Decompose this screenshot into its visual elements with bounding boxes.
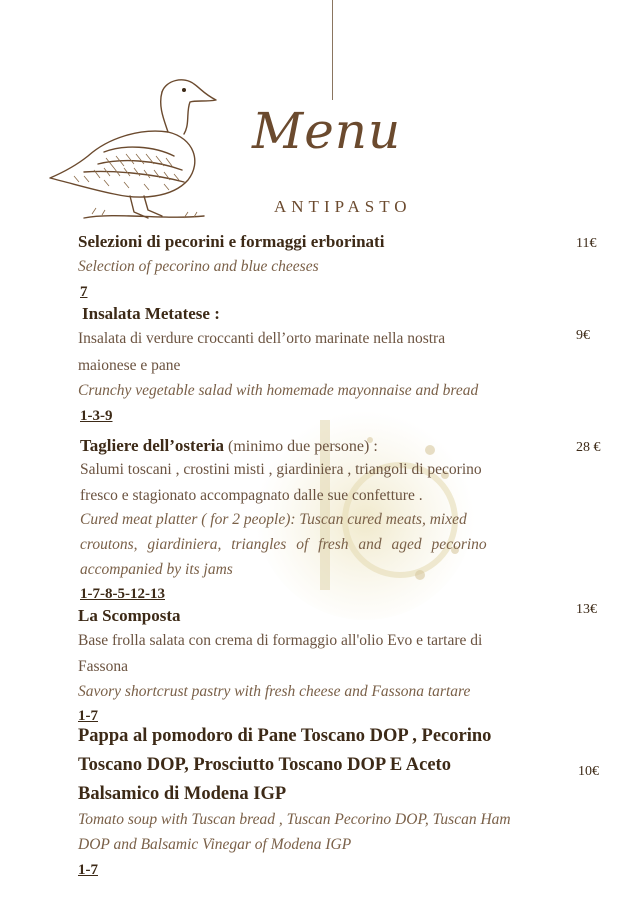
top-divider-line — [332, 0, 333, 100]
dish-price: 11€ — [576, 236, 597, 251]
dish-description: Fassona — [78, 658, 128, 675]
dish-name: La Scomposta — [78, 606, 181, 625]
dish-description: Insalata di verdure croccanti dell’orto marinate nella nostra — [78, 330, 446, 347]
dish-allergens: 1-7 — [78, 862, 98, 878]
dish-english: Crunchy vegetable salad with homemade mayonnaise and bread — [78, 382, 479, 399]
dish-name-line — [80, 436, 378, 456]
duck-illustration — [44, 72, 220, 224]
dish-english: croutons, giardiniera, triangles of fresh and aged pecorino — [80, 536, 487, 553]
dish-name-note: (minimo due persone) : — [224, 438, 378, 455]
menu-title: Menu — [252, 102, 402, 160]
dish-price: 10€ — [578, 764, 599, 779]
dish-name: Toscano DOP, Prosciutto Toscano DOP E Aceto — [78, 755, 451, 775]
dish-english: DOP and Balsamic Vinegar of Modena IGP — [78, 836, 352, 853]
dish-allergens: 1-7 — [78, 708, 98, 724]
dish-price: 13€ — [576, 602, 597, 617]
dish-price: 9€ — [576, 328, 590, 343]
dish-name: Pappa al pomodoro di Pane Toscano DOP , Pecorino — [78, 726, 492, 746]
dish-allergens: 1-7-8-5-12-13 — [80, 586, 165, 602]
section-heading: ANTIPASTO — [274, 197, 412, 216]
dish-description: fresco e stagionato accompagnato dalle sue confetture . — [80, 487, 423, 504]
dish-english: Selection of pecorino and blue cheeses — [78, 258, 319, 275]
dish-name: Tagliere dell’osteria — [80, 436, 225, 455]
dish-description: Base frolla salata con crema di formaggio all'olio Evo e tartare di — [78, 632, 483, 649]
dish-allergens: 7 — [80, 284, 88, 300]
dish-price: 28 € — [576, 440, 601, 455]
dish-name: Insalata Metatese : — [82, 304, 220, 323]
dish-name: Balsamico di Modena IGP — [78, 784, 287, 804]
dish-english: Cured meat platter ( for 2 people): Tuscan cured meats, mixed — [80, 511, 467, 528]
dish-description: maionese e pane — [78, 357, 181, 374]
dish-description: Salumi toscani , crostini misti , giardiniera , triangoli di pecorino — [80, 461, 482, 478]
dish-english: Tomato soup with Tuscan bread , Tuscan Pecorino DOP, Tuscan Ham — [78, 811, 511, 828]
dish-english: accompanied by its jams — [80, 561, 233, 578]
dish-allergens: 1-3-9 — [80, 408, 113, 424]
dish-name: Selezioni di pecorini e formaggi erborinati — [78, 232, 385, 251]
dish-english: Savory shortcrust pastry with fresh cheese and Fassona tartare — [78, 683, 471, 700]
